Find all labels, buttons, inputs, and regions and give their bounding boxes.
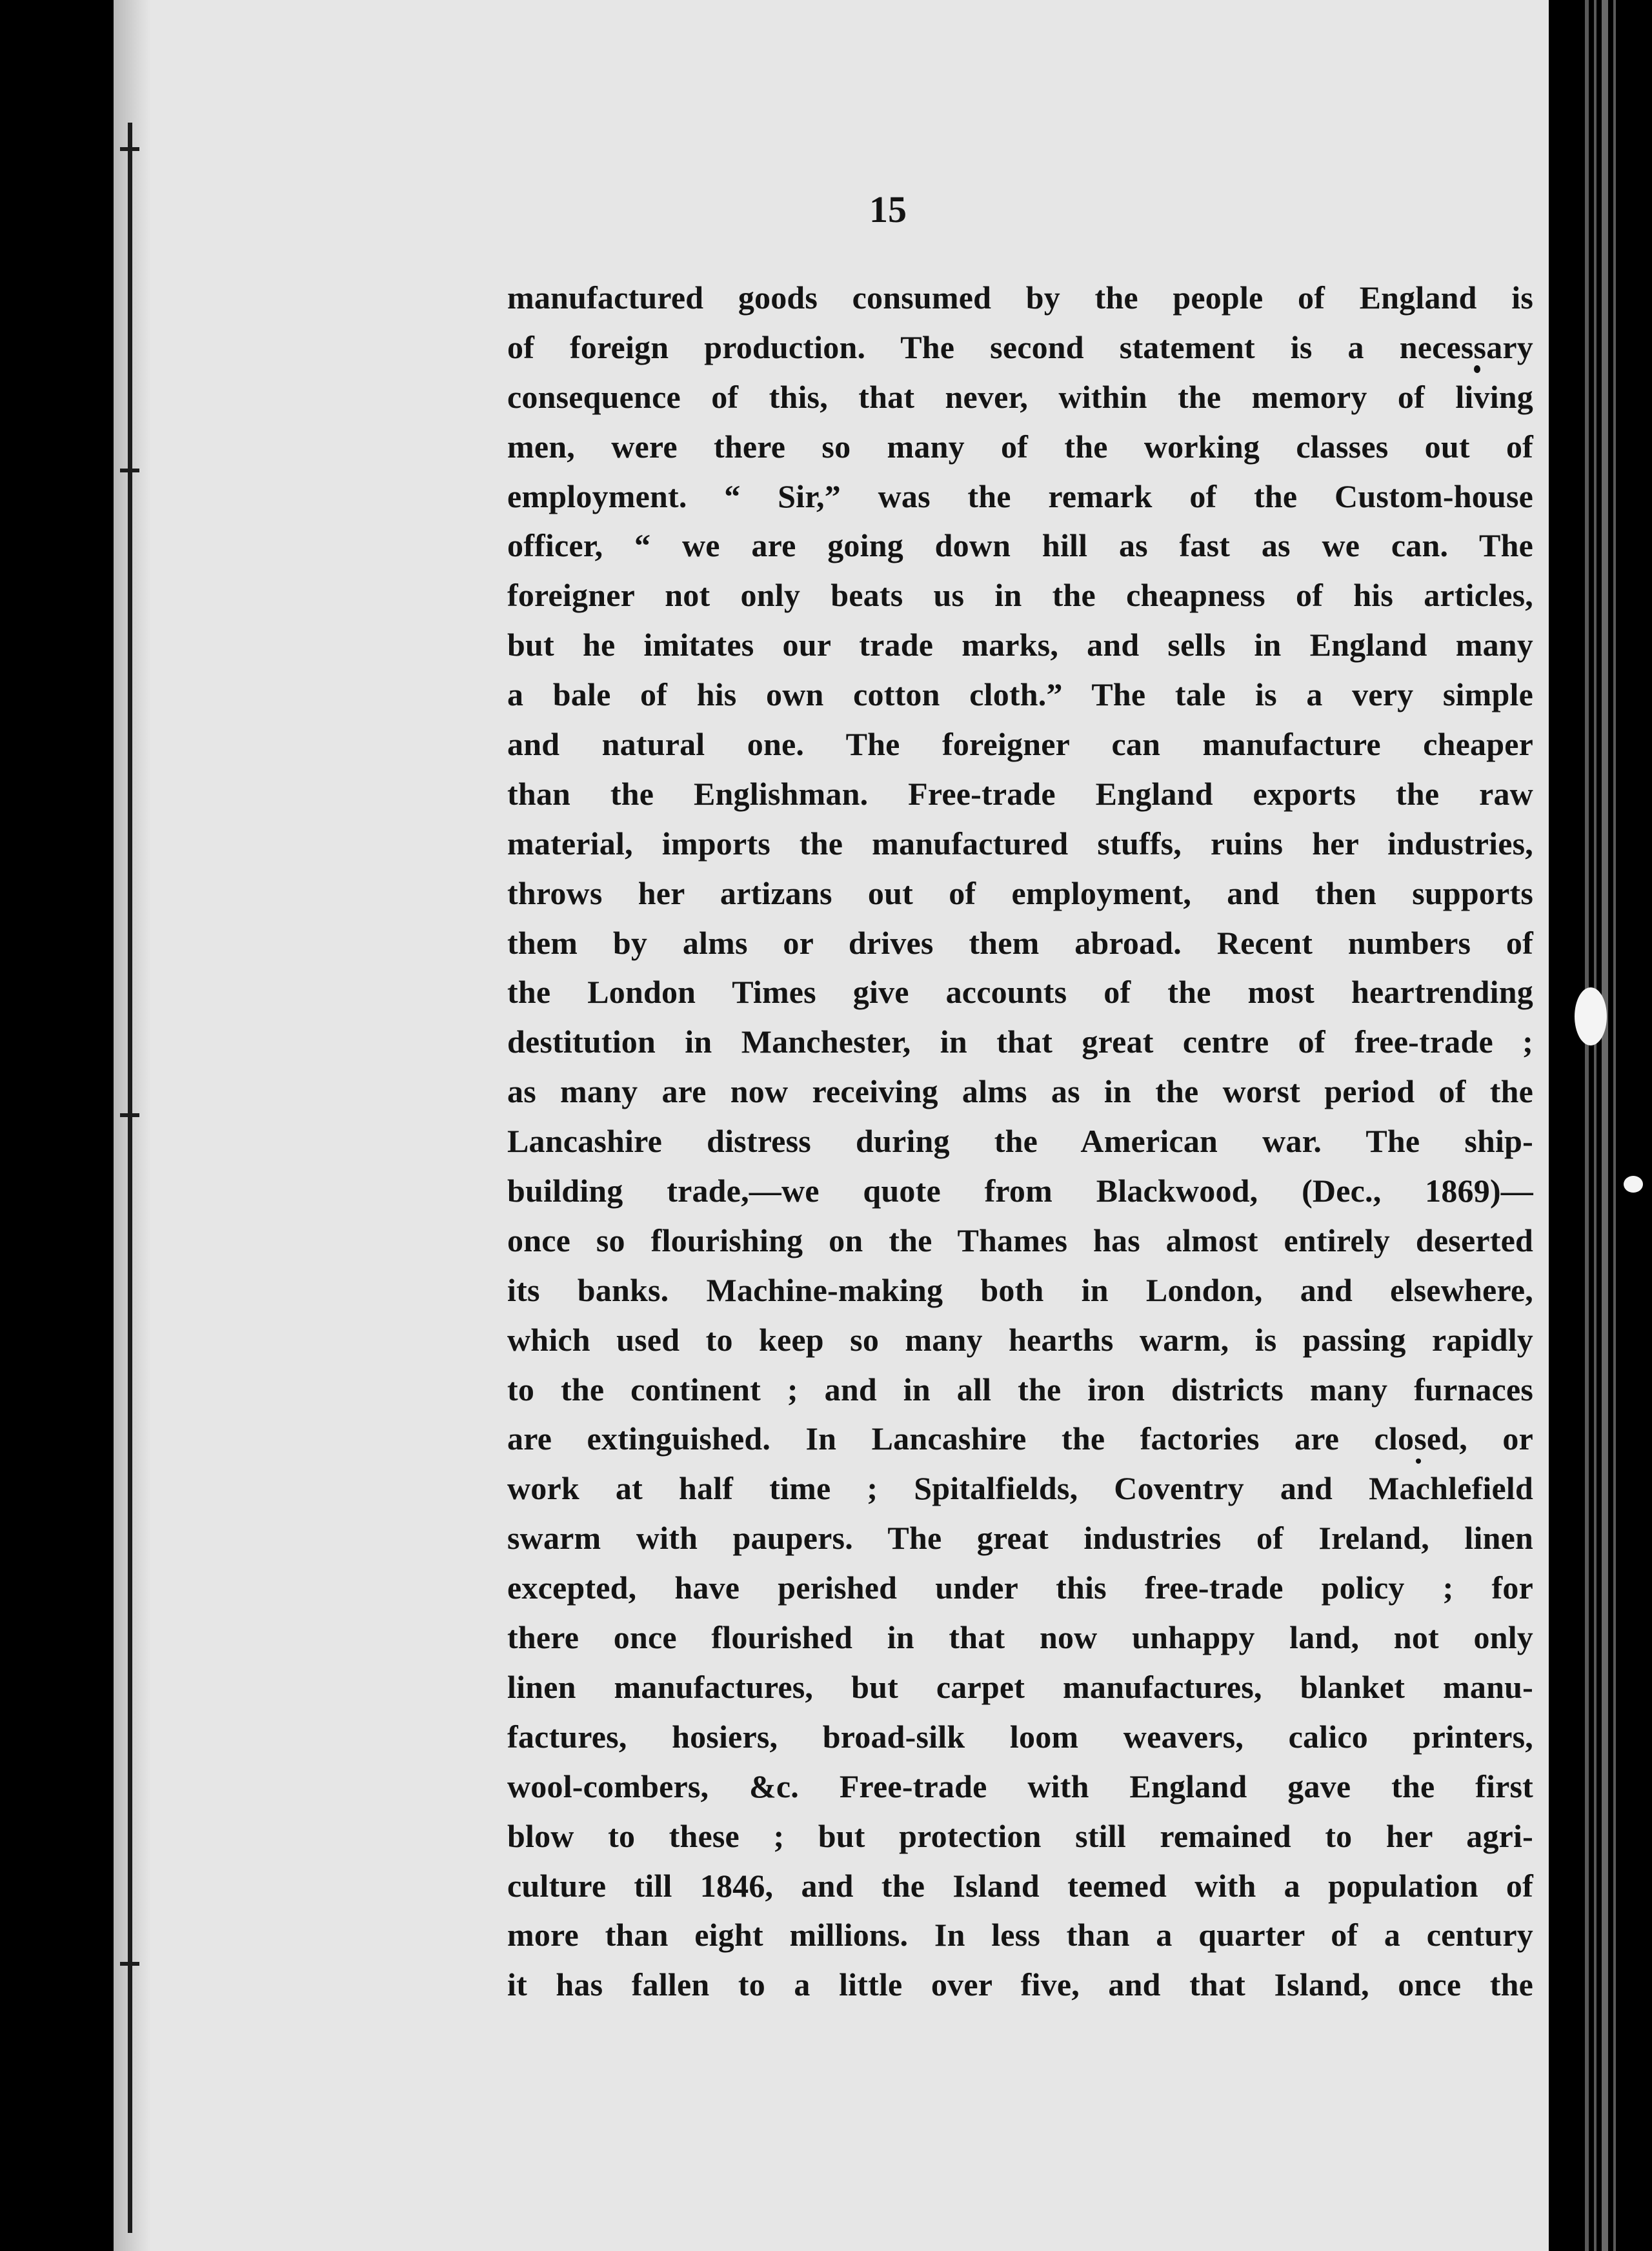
page-number: 15 xyxy=(869,188,907,230)
text-line: building trade,—we quote from Blackwood, (Dec., 1869)— xyxy=(507,1173,1533,1209)
text-line: excepted, have perished under this free-trade policy ; for xyxy=(507,1570,1533,1606)
text-line: are extinguished. In Lancashire the factories are closed, or xyxy=(507,1420,1533,1457)
binding-thread xyxy=(128,123,132,2233)
text-line: manufactured goods consumed by the people of England is xyxy=(507,279,1533,316)
text-line: and natural one. The foreigner can manufacture cheaper xyxy=(507,726,1533,763)
text-line: work at half time ; Spitalfields, Coventry and Machlefield xyxy=(507,1470,1533,1507)
paper-speck xyxy=(1624,1176,1643,1193)
binding-stitch xyxy=(120,469,139,472)
scanned-page xyxy=(114,0,1549,2251)
binding-gutter xyxy=(114,0,151,2251)
text-line: officer, “ we are going down hill as fast as we can. The xyxy=(507,527,1533,564)
text-line: its banks. Machine-making both in London, and elsewhere, xyxy=(507,1271,1533,1308)
text-line: employment. “ Sir,” was the remark of the Custom-house xyxy=(507,478,1533,514)
text-line: blow to these ; but protection still remained to her agri- xyxy=(507,1817,1533,1854)
text-line: there once flourished in that now unhappy land, not only xyxy=(507,1619,1533,1656)
text-line: which used to keep so many hearths warm, is passing rapidly xyxy=(507,1321,1533,1358)
text-line: material, imports the manufactured stuffs, ruins her industries, xyxy=(507,825,1533,862)
text-line: foreigner not only beats us in the cheapness of his articles, xyxy=(507,577,1533,614)
text-line: swarm with paupers. The great industries of Ireland, linen xyxy=(507,1520,1533,1557)
text-line: the London Times give accounts of the most heartrending xyxy=(507,974,1533,1011)
text-line: once so flourishing on the Thames has almost entirely deserted xyxy=(507,1222,1533,1258)
text-line: Lancashire distress during the American war. The ship- xyxy=(507,1123,1533,1160)
binding-stitch xyxy=(120,1962,139,1966)
text-line: men, were there so many of the working classes out of xyxy=(507,428,1533,465)
text-line: of foreign production. The second statement is a necessary xyxy=(507,328,1533,365)
text-line: as many are now receiving alms as in the worst period of the xyxy=(507,1073,1533,1110)
text-line: culture till 1846, and the Island teemed with a population of xyxy=(507,1867,1533,1904)
text-line: but he imitates our trade marks, and sells in England many xyxy=(507,627,1533,663)
binding-stitch xyxy=(120,147,139,151)
page-edge-strip xyxy=(1594,0,1597,2251)
text-line: wool-combers, &c. Free-trade with England gave the first xyxy=(507,1768,1533,1804)
page-edge-strip xyxy=(1602,0,1608,2251)
text-line: consequence of this, that never, within the memory of living xyxy=(507,378,1533,415)
text-line: to the continent ; and in all the iron districts many furnaces xyxy=(507,1371,1533,1408)
text-line: destitution in Manchester, in that great centre of free-trade ; xyxy=(507,1024,1533,1060)
text-line: than the Englishman. Free-trade England exports the raw xyxy=(507,775,1533,812)
paper-tear xyxy=(1575,987,1607,1045)
body-text xyxy=(507,273,1533,2010)
page-edge-strip xyxy=(1613,0,1616,2251)
book-edge xyxy=(1549,0,1652,2251)
text-line: more than eight millions. In less than a quarter of a century xyxy=(507,1917,1533,1953)
text-line: a bale of his own cotton cloth.” The tale is a very simple xyxy=(507,676,1533,713)
page-edge-strip xyxy=(1585,0,1589,2251)
text-line: it has fallen to a little over five, and that Island, once the xyxy=(507,1966,1533,2003)
text-line: throws her artizans out of employment, and then supports xyxy=(507,874,1533,911)
text-line: them by alms or drives them abroad. Recent numbers of xyxy=(507,924,1533,961)
text-line: factures, hosiers, broad-silk loom weavers, calico printers, xyxy=(507,1718,1533,1755)
binding-stitch xyxy=(120,1113,139,1117)
text-line: linen manufactures, but carpet manufactures, blanket manu- xyxy=(507,1668,1533,1705)
